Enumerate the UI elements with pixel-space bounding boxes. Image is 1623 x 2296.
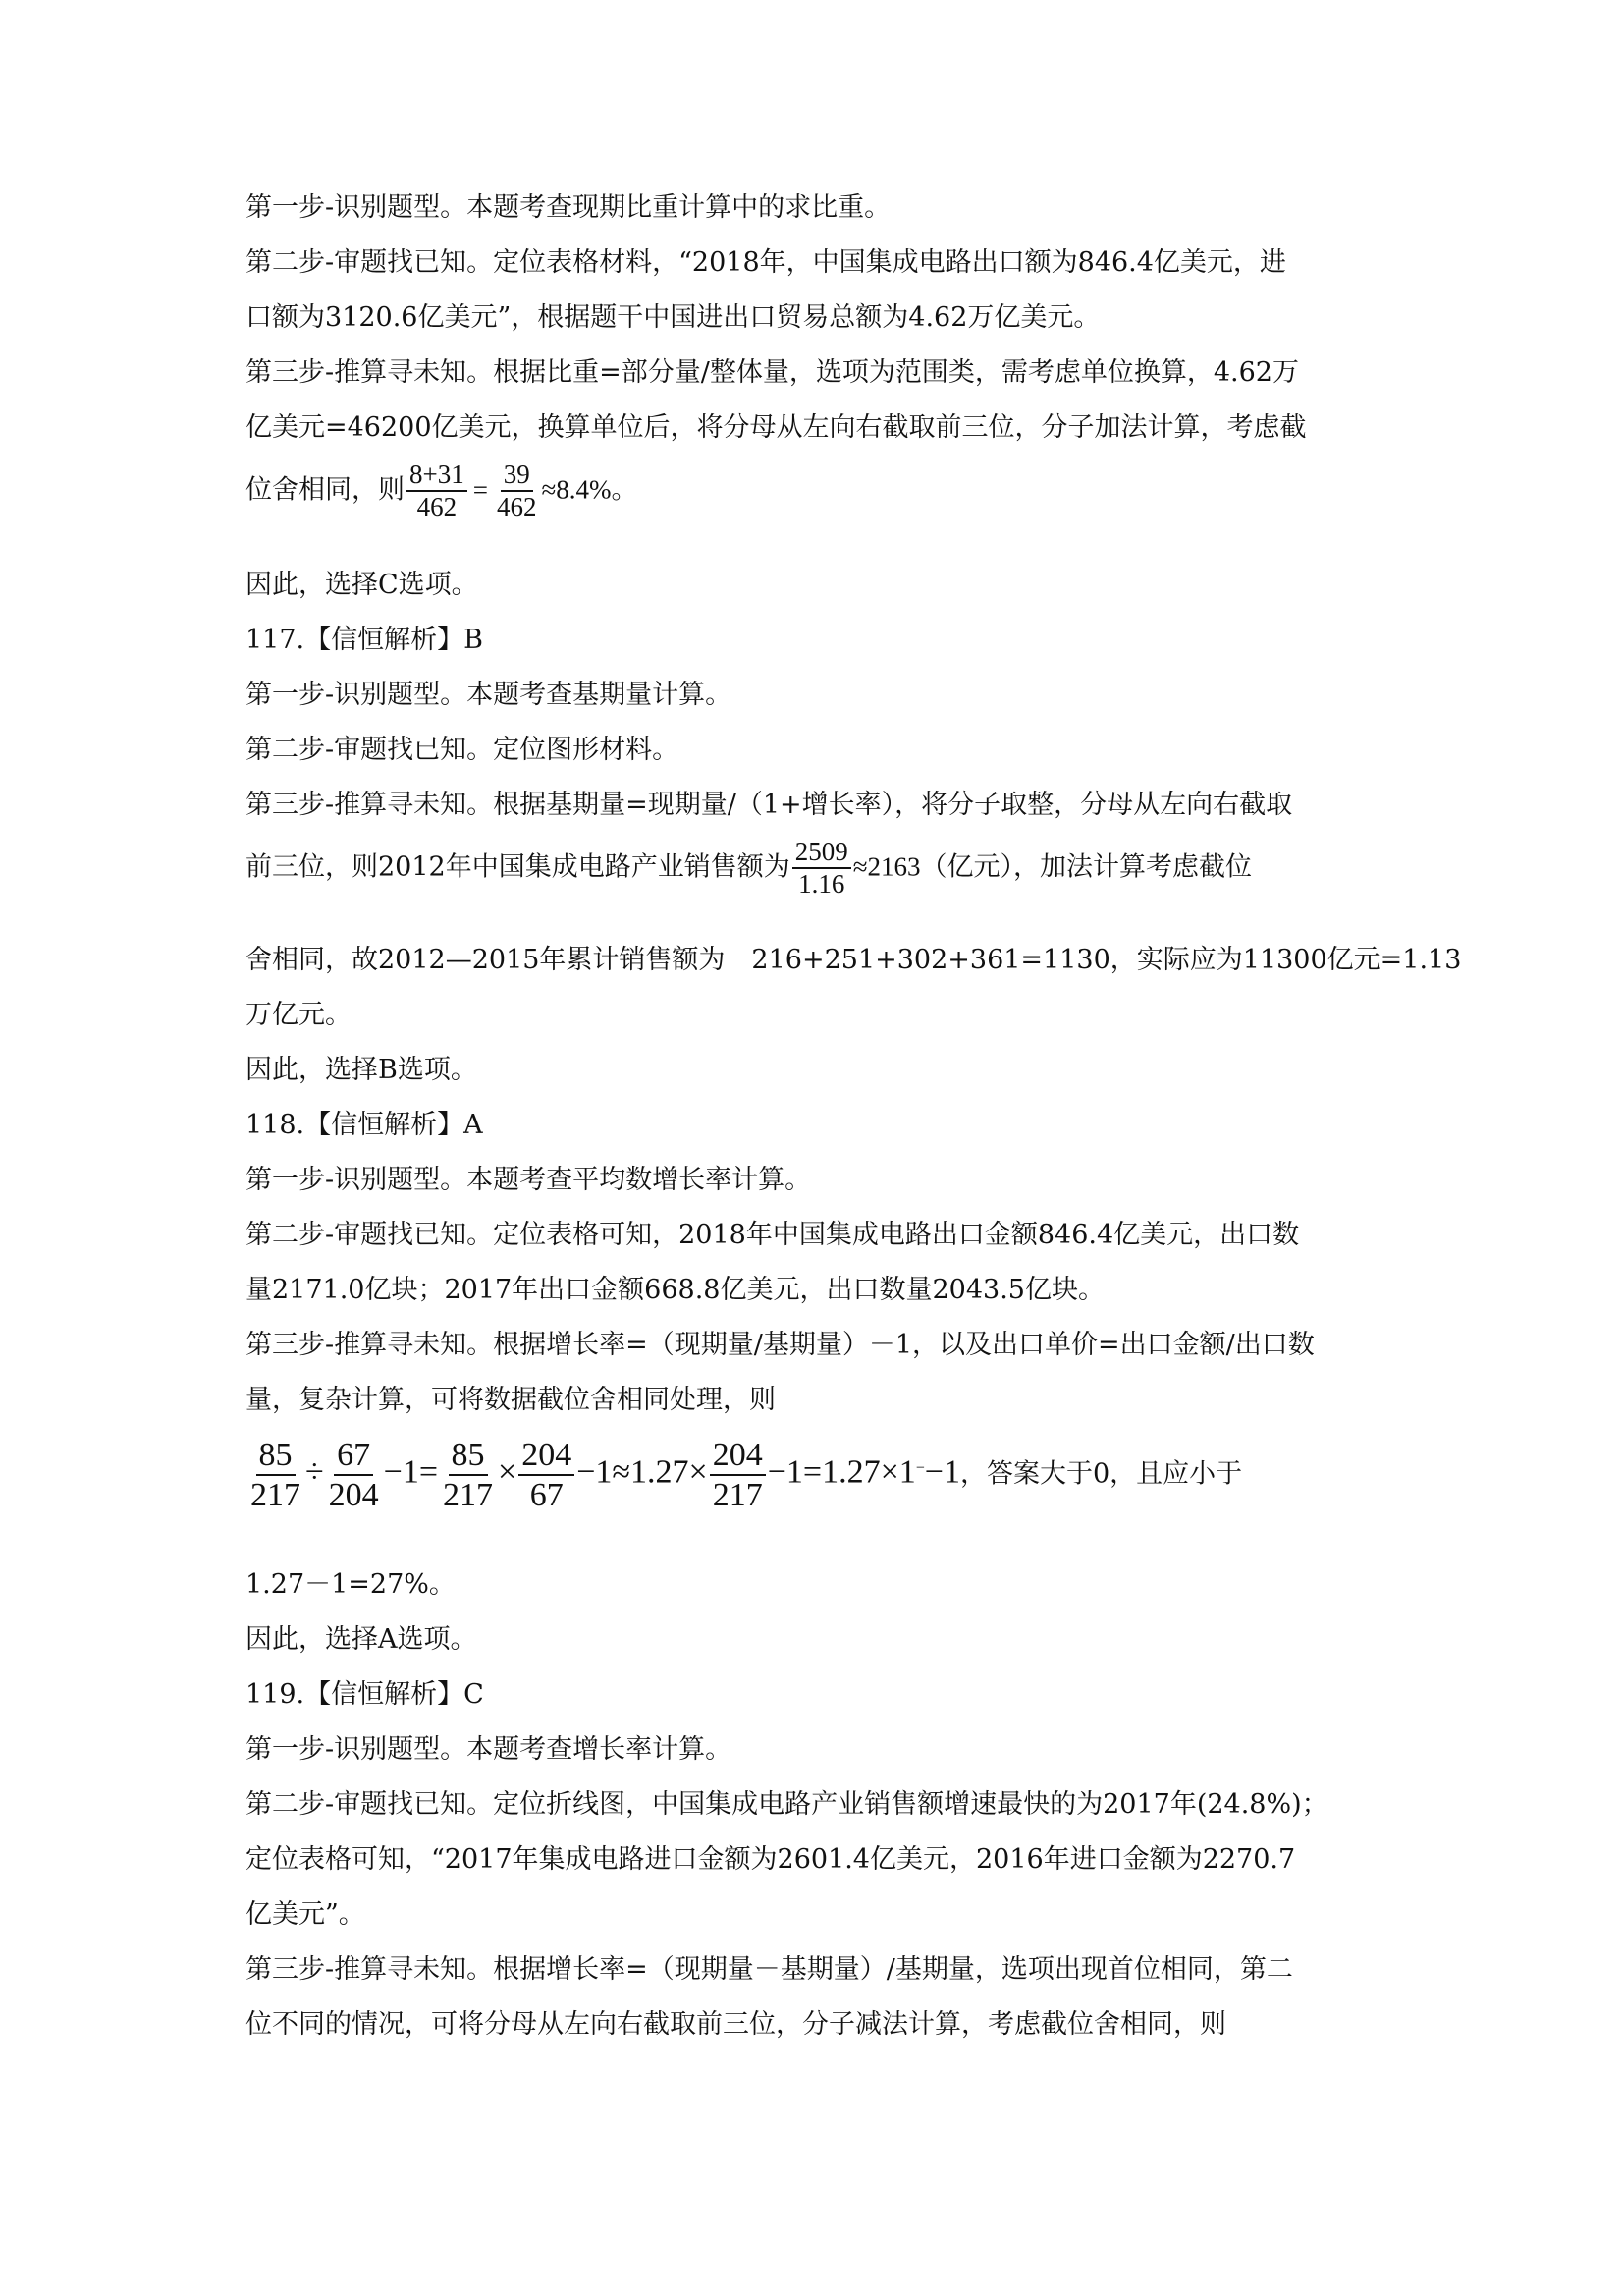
q116-step2-line1: 第二步-审题找已知。定位表格材料，“2018年，中国集成电路出口额为846.4亿美元，进 (245, 247, 1286, 278)
q118-fraction-b-denominator: 204 (328, 1477, 379, 1514)
q116-step3-line3 (245, 460, 638, 522)
q117-conclusion: 因此，选择B选项。 (245, 1055, 477, 1085)
q118-tail: −1=1.27×1 (767, 1453, 916, 1491)
q118-approx: −1≈1.27× (576, 1453, 708, 1491)
q117-step3-line1: 第三步-推算寻未知。根据基期量=现期量/（1+增长率），将分子取整，分母从左向右截取 (245, 790, 1293, 820)
q116-equals: = (472, 474, 488, 505)
q118-fraction-a (247, 1436, 303, 1514)
q119-step2-line1: 第二步-审题找已知。定位折线图，中国集成电路产业销售额增速最快的为2017年(24.8%)； (245, 1789, 1328, 1820)
q118-step3-line4: 1.27－1=27%。 (245, 1569, 456, 1600)
q116-fraction-1-denominator: 462 (416, 492, 458, 522)
q119-step2-line3: 亿美元”。 (245, 1899, 365, 1930)
q118-fraction-c-denominator: 217 (443, 1477, 494, 1514)
q117-fraction-denominator: 1.16 (798, 869, 845, 900)
q119-step3-line2: 位不同的情况，可将分母从左向右截取前三位，分子减法计算，考虑截位舍相同，则 (245, 2009, 1226, 2040)
q117-step3-text-b: （亿元），加法计算考虑截位 (920, 851, 1253, 883)
q118-fraction-d-numerator: 204 (518, 1436, 574, 1476)
q118-fraction-a-denominator: 217 (250, 1477, 300, 1514)
q118-fraction-b-numerator: 67 (334, 1436, 373, 1476)
q116-fraction-2-denominator: 462 (496, 492, 537, 522)
q118-fraction-c-numerator: 85 (449, 1436, 488, 1476)
q116-step3-line1: 第三步-推算寻未知。根据比重=部分量/整体量，选项为范围类，需考虑单位换算，4.62万 (245, 357, 1299, 388)
q118-step2-line2: 量2171.0亿块；2017年出口金额668.8亿美元，出口数量2043.5亿块。 (245, 1275, 1105, 1305)
q116-step3-text: 位舍相同，则 (245, 474, 405, 506)
q117-heading: 117.【信恒解析】B (245, 625, 483, 655)
q118-math-line (245, 1436, 1242, 1514)
q116-fraction-2 (494, 460, 540, 522)
q116-fraction-2-numerator: 39 (501, 460, 533, 492)
q118-conclusion: 因此，选择A选项。 (245, 1624, 477, 1655)
q116-fraction-1 (406, 460, 467, 522)
q118-fraction-d (518, 1436, 574, 1514)
q118-fraction-d-denominator: 67 (529, 1477, 564, 1514)
q116-fraction-1-numerator: 8+31 (406, 460, 467, 492)
q117-step2: 第二步-审题找已知。定位图形材料。 (245, 735, 679, 765)
q118-superscript: − (915, 1459, 925, 1477)
q116-step2-line2: 口额为3120.6亿美元”，根据题干中国进出口贸易总额为4.62万亿美元。 (245, 302, 1101, 333)
q116-step3-line2: 亿美元=46200亿美元，换算单位后，将分母从左向右截取前三位，分子加法计算，考虑截 (245, 412, 1307, 443)
q118-fraction-a-numerator: 85 (256, 1436, 296, 1476)
q117-step3-line2 (245, 837, 1252, 900)
q118-after-text: ，答案大于0，且应小于 (959, 1458, 1243, 1490)
q116-period: 。 (611, 474, 638, 506)
q117-fraction (792, 837, 851, 900)
q118-fraction-b (326, 1436, 382, 1514)
q117-step3-text-a: 前三位，则2012年中国集成电路产业销售额为 (245, 851, 790, 883)
q119-step2-line2: 定位表格可知，“2017年集成电路进口金额为2601.4亿美元，2016年进口金额为2270.7 (245, 1844, 1296, 1875)
q118-fraction-e-numerator: 204 (710, 1436, 766, 1476)
q118-step3-line2: 量，复杂计算，可将数据截位舍相同处理，则 (245, 1385, 776, 1415)
q117-step3-line4: 万亿元。 (245, 1000, 352, 1030)
q118-times: × (498, 1453, 517, 1491)
q118-step2-line1: 第二步-审题找已知。定位表格可知，2018年中国集成电路出口金额846.4亿美元，出口数 (245, 1220, 1300, 1250)
q117-fraction-numerator: 2509 (792, 837, 851, 869)
q118-fraction-c (440, 1436, 496, 1514)
q118-minus-equals: −1= (383, 1453, 439, 1491)
q117-step1: 第一步-识别题型。本题考查基期量计算。 (245, 680, 732, 710)
q118-heading: 118.【信恒解析】A (245, 1110, 483, 1140)
q116-step1: 第一步-识别题型。本题考查现期比重计算中的求比重。 (245, 192, 892, 223)
q116-result: ≈8.4% (541, 474, 612, 505)
q118-end: −1 (924, 1453, 960, 1491)
q118-step1: 第一步-识别题型。本题考查平均数增长率计算。 (245, 1165, 812, 1195)
q118-fraction-e-denominator: 217 (712, 1477, 763, 1514)
q116-conclusion: 因此，选择C选项。 (245, 570, 478, 600)
q119-step3-line1: 第三步-推算寻未知。根据增长率=（现期量－基期量）/基期量，选项出现首位相同，第二 (245, 1954, 1293, 1985)
q119-step1: 第一步-识别题型。本题考查增长率计算。 (245, 1734, 732, 1765)
q118-step3-line1: 第三步-推算寻未知。根据增长率=（现期量/基期量）－1，以及出口单价=出口金额/出口数 (245, 1330, 1315, 1360)
q118-divide: ÷ (305, 1453, 324, 1491)
q117-fraction-result: ≈2163 (852, 851, 921, 882)
q119-heading: 119.【信恒解析】C (245, 1679, 484, 1710)
q118-fraction-e (710, 1436, 766, 1514)
q117-step3-line3: 舍相同，故2012—2015年累计销售额为 216+251+302+361=1130，实际应为11300亿元=1.13 (245, 945, 1462, 975)
